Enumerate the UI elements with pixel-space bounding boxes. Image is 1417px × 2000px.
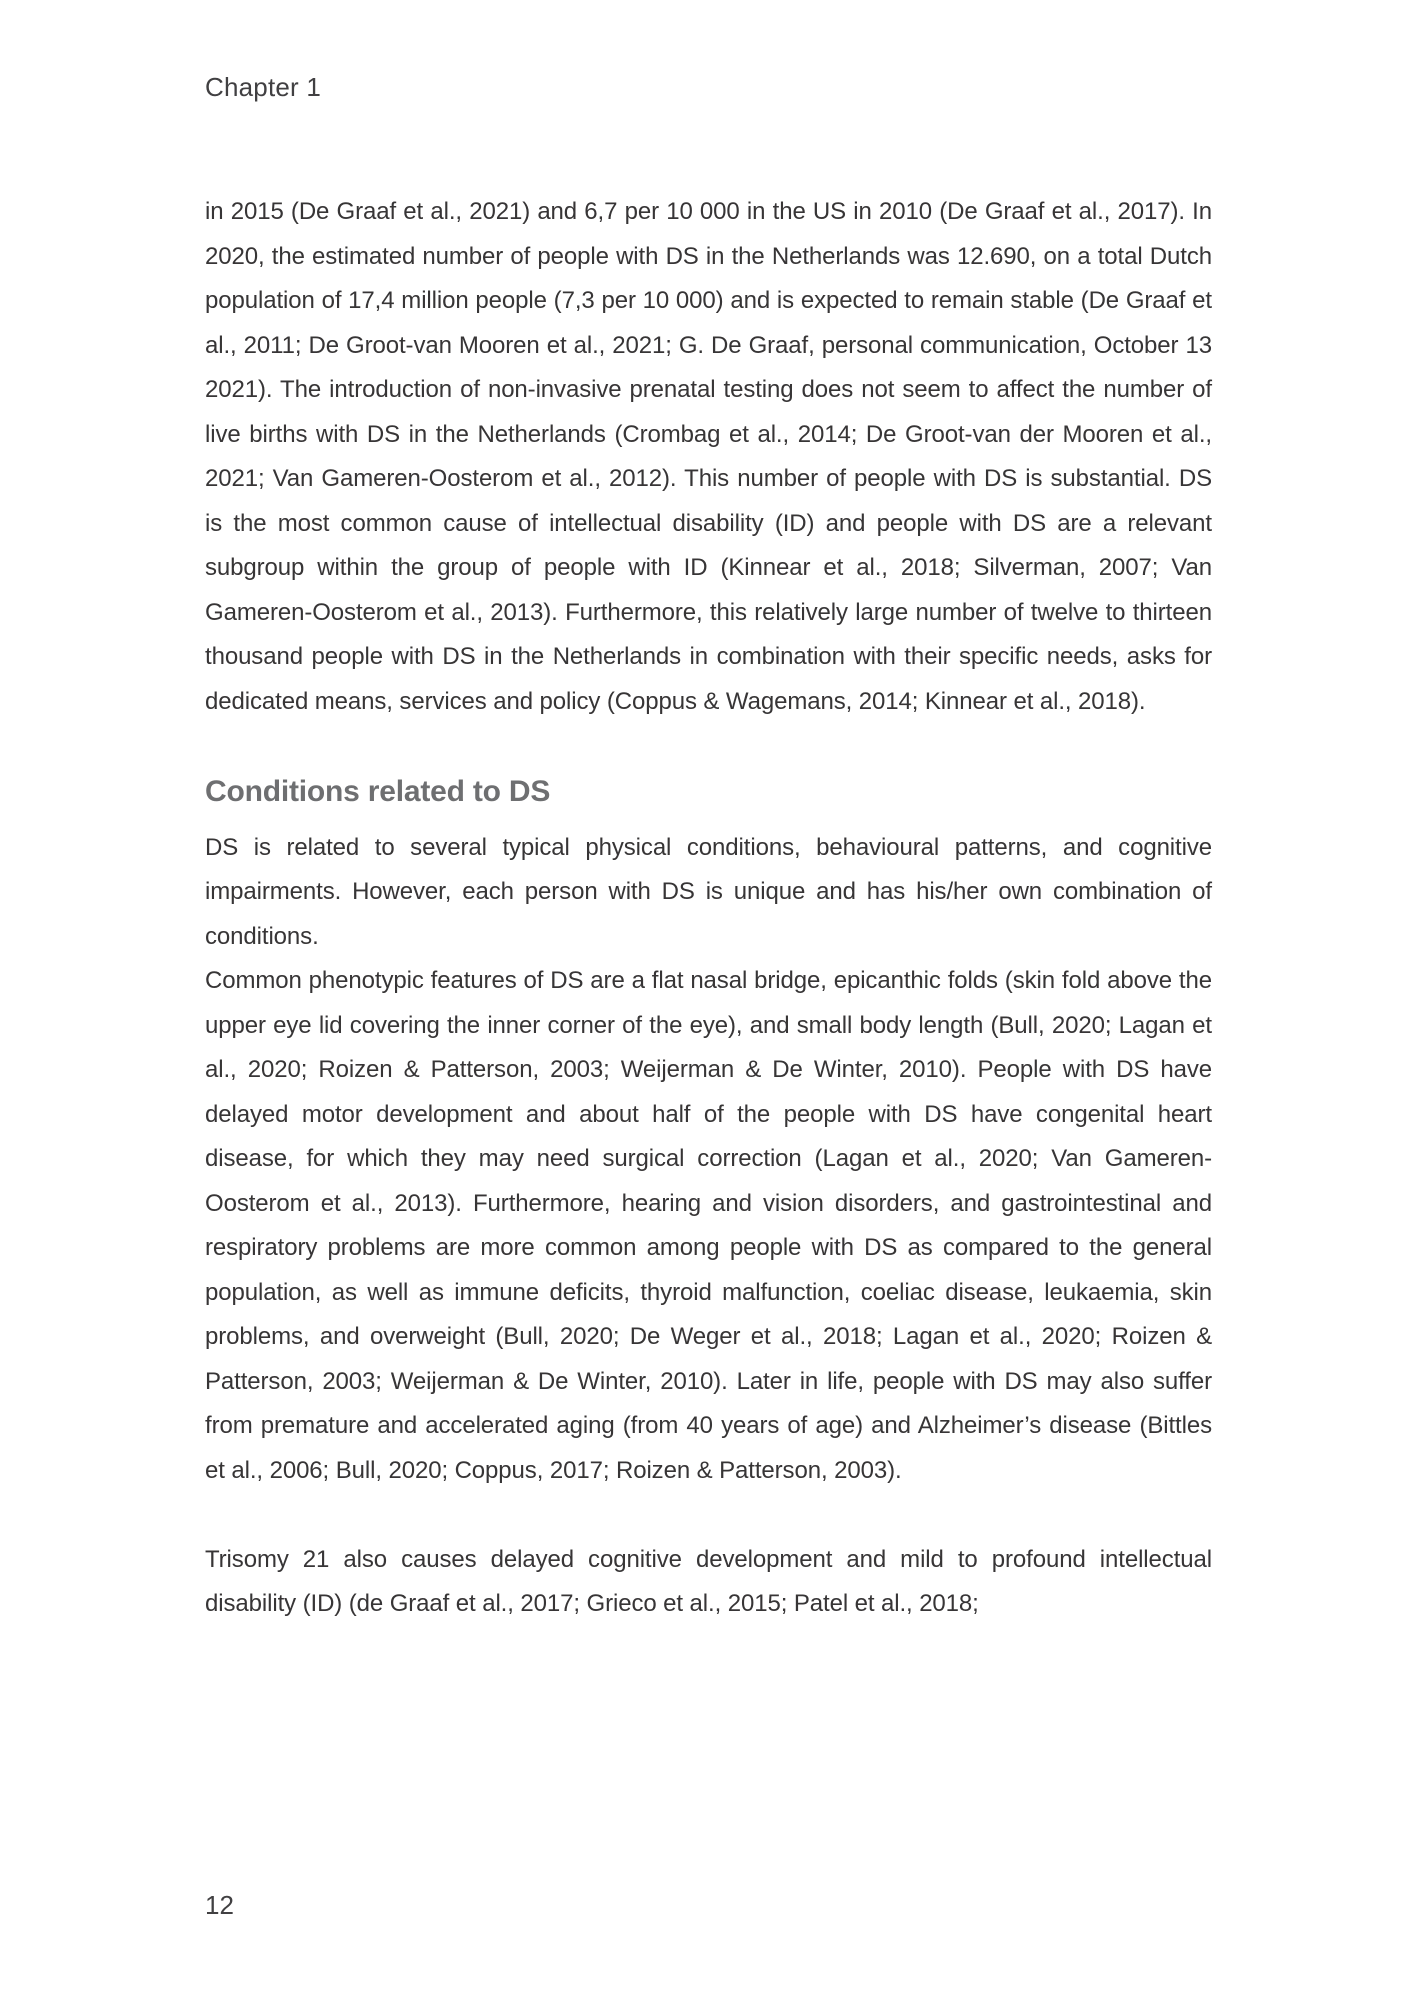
conditions-paragraph-2: Common phenotypic features of DS are a flat nasal bridge, epicanthic folds (skin fold above the upper eye lid covering the inner corner of the eye), and small body length (Bull, 2020; Lagan et al., 2020; Roizen & Patterson, 2003; Weijerman & De Winter, 2010). People with DS have delayed motor development and about half of the people with DS have congenital heart disease, for which they may need surgical correction (Lagan et al., 2020; Van Gameren-Oosterom et al., 2013). Furthermore, hearing and vision disorders, and gastrointestinal and respiratory problems are more common among people with DS as compared to the general population, as well as immune deficits, thyroid malfunction, coeliac disease, leukaemia, skin problems, and overweight (Bull, 2020; De Weger et al., 2018; Lagan et al., 2020; Roizen & Patterson, 2003; Weijerman & De Winter, 2010). Later in life, people with DS may also suffer from premature and accelerated aging (from 40 years of age) and Alzheimer’s disease (Bittles et al., 2006; Bull, 2020; Coppus, 2017; Roizen & Patterson, 2003). bbox=[205, 967, 1212, 1484]
body-text-block bbox=[205, 190, 1212, 1627]
chapter-header: Chapter 1 bbox=[205, 72, 321, 102]
intro-paragraph: in 2015 (De Graaf et al., 2021) and 6,7 per 10 000 in the US in 2010 (De Graaf et al., 2017). In 2020, the estimated number of people with DS in the Netherlands was 12.690, on a total Dutch population of 17,4 million people (7,3 per 10 000) and is expected to remain stable (De Graaf et al., 2011; De Groot-van Mooren et al., 2021; G. De Graaf, personal communication, October 13 2021). The introduction of non-invasive prenatal testing does not seem to affect the number of live births with DS in the Netherlands (Crombag et al., 2014; De Groot-van der Mooren et al., 2021; Van Gameren-Oosterom et al., 2012). This number of people with DS is substantial. DS is the most common cause of intellectual disability (ID) and people with DS are a relevant subgroup within the group of people with ID (Kinnear et al., 2018; Silverman, 2007; Van Gameren-Oosterom et al., 2013). Furthermore, this relatively large number of twelve to thirteen thousand people with DS in the Netherlands in combination with their specific needs, asks for dedicated means, services and policy (Coppus & Wagemans, 2014; Kinnear et al., 2018). bbox=[205, 198, 1212, 715]
page-number: 12 bbox=[205, 1890, 234, 1920]
trisomy-paragraph: Trisomy 21 also causes delayed cognitive development and mild to profound intellectual disability (ID) (de Graaf et al., 2017; Grieco et al., 2015; Patel et al., 2018; bbox=[205, 1545, 1212, 1617]
conditions-paragraph-1: DS is related to several typical physical conditions, behavioural patterns, and cognitive impairments. However, each person with DS is unique and has his/her own combination of conditions. bbox=[205, 833, 1212, 950]
section-heading: Conditions related to DS bbox=[205, 775, 551, 808]
